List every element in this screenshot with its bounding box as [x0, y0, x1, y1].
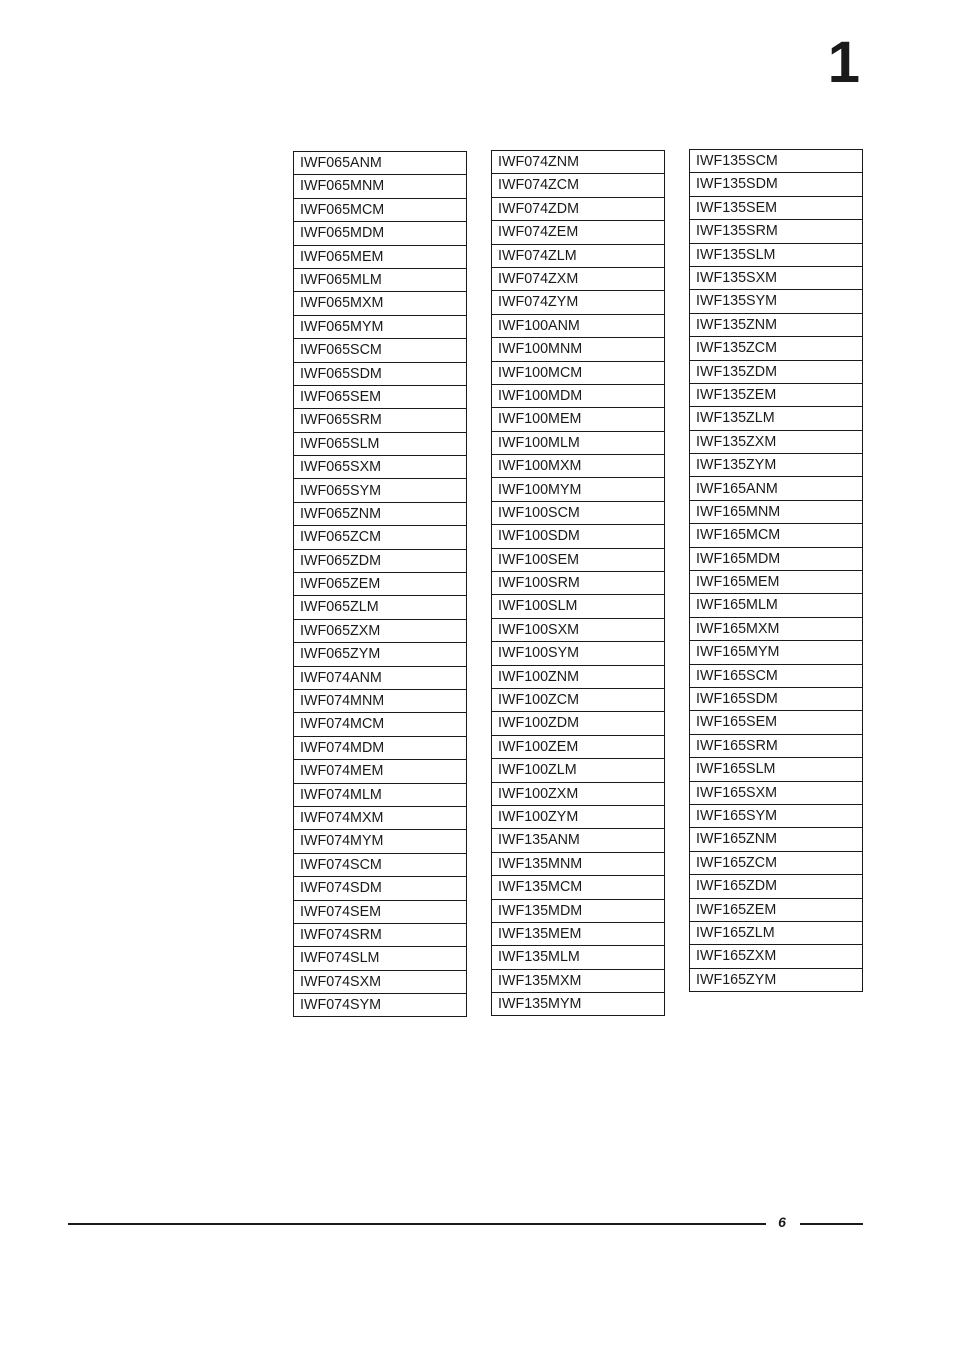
- table-row: [690, 290, 863, 313]
- model-code-cell: IWF074MDM: [294, 736, 467, 759]
- table-row: [492, 946, 665, 969]
- model-list-column-3: [689, 149, 863, 992]
- table-row: [492, 642, 665, 665]
- model-code-cell: IWF065MCM: [294, 198, 467, 221]
- table-row: [690, 945, 863, 968]
- table-row: [294, 385, 467, 408]
- table-row: [492, 876, 665, 899]
- table-row: [294, 853, 467, 876]
- model-code-cell: IWF165ZXM: [690, 945, 863, 968]
- table-row: [294, 666, 467, 689]
- table-row: [492, 174, 665, 197]
- model-code-cell: IWF074MLM: [294, 783, 467, 806]
- table-row: [690, 687, 863, 710]
- model-code-cell: IWF100SDM: [492, 525, 665, 548]
- model-code-cell: IWF065ANM: [294, 152, 467, 175]
- table-row: [294, 806, 467, 829]
- model-list-column-1: [293, 151, 467, 1017]
- model-code-cell: IWF135ANM: [492, 829, 665, 852]
- table-row: [690, 571, 863, 594]
- model-code-cell: IWF100ZEM: [492, 735, 665, 758]
- model-code-cell: IWF074ZXM: [492, 267, 665, 290]
- model-code-cell: IWF074MEM: [294, 760, 467, 783]
- model-code-cell: IWF165ZDM: [690, 875, 863, 898]
- table-row: [690, 851, 863, 874]
- model-code-cell: IWF165ANM: [690, 477, 863, 500]
- model-code-cell: IWF165SCM: [690, 664, 863, 687]
- model-code-cell: IWF100MDM: [492, 384, 665, 407]
- model-code-cell: IWF065SYM: [294, 479, 467, 502]
- model-code-cell: IWF074ZCM: [492, 174, 665, 197]
- table-row: [690, 477, 863, 500]
- model-code-cell: IWF165SRM: [690, 734, 863, 757]
- model-code-cell: IWF165ZYM: [690, 968, 863, 991]
- model-code-cell: IWF135ZLM: [690, 407, 863, 430]
- table-row: [294, 362, 467, 385]
- table-row: [492, 478, 665, 501]
- model-code-cell: IWF135SEM: [690, 196, 863, 219]
- table-row: [492, 759, 665, 782]
- table-row: [492, 899, 665, 922]
- table-row: [492, 384, 665, 407]
- table-row: [294, 526, 467, 549]
- table-row: [492, 221, 665, 244]
- model-code-cell: IWF065SRM: [294, 409, 467, 432]
- model-code-cell: IWF135MXM: [492, 969, 665, 992]
- model-code-cell: IWF065ZNM: [294, 502, 467, 525]
- table-row: [492, 338, 665, 361]
- model-code-cell: IWF165MXM: [690, 617, 863, 640]
- table-row: [690, 711, 863, 734]
- table-row: [690, 243, 863, 266]
- table-row: [690, 407, 863, 430]
- table-row: [690, 173, 863, 196]
- table-row: [294, 760, 467, 783]
- table-row: [294, 339, 467, 362]
- model-code-cell: IWF074SCM: [294, 853, 467, 876]
- table-row: [492, 852, 665, 875]
- table-row: [492, 431, 665, 454]
- model-code-cell: IWF074MCM: [294, 713, 467, 736]
- model-code-cell: IWF065SCM: [294, 339, 467, 362]
- table-row: [690, 758, 863, 781]
- page-number: 6: [778, 1214, 786, 1230]
- table-row: [294, 152, 467, 175]
- table-row: [690, 383, 863, 406]
- table-row: [294, 549, 467, 572]
- table-row: [690, 150, 863, 173]
- model-code-cell: IWF065ZYM: [294, 643, 467, 666]
- table-row: [492, 361, 665, 384]
- table-row: [690, 266, 863, 289]
- table-row: [294, 994, 467, 1017]
- table-row: [690, 968, 863, 991]
- model-code-cell: IWF100SLM: [492, 595, 665, 618]
- model-code-cell: IWF165ZLM: [690, 921, 863, 944]
- model-code-cell: IWF074ANM: [294, 666, 467, 689]
- table-row: [492, 314, 665, 337]
- model-code-cell: IWF100SYM: [492, 642, 665, 665]
- model-code-cell: IWF135SLM: [690, 243, 863, 266]
- table-row: [690, 617, 863, 640]
- table-row: [294, 175, 467, 198]
- table-row: [294, 409, 467, 432]
- model-code-cell: IWF065ZEM: [294, 573, 467, 596]
- model-code-cell: IWF135MYM: [492, 993, 665, 1016]
- model-code-cell: IWF074SEM: [294, 900, 467, 923]
- model-code-cell: IWF100ZNM: [492, 665, 665, 688]
- model-code-cell: IWF135ZEM: [690, 383, 863, 406]
- table-row: [690, 898, 863, 921]
- model-code-cell: IWF100MCM: [492, 361, 665, 384]
- model-code-cell: IWF135ZYM: [690, 454, 863, 477]
- table-row: [492, 618, 665, 641]
- model-code-cell: IWF065MEM: [294, 245, 467, 268]
- model-code-cell: IWF074SXM: [294, 970, 467, 993]
- table-row: [492, 688, 665, 711]
- table-row: [492, 291, 665, 314]
- model-code-cell: IWF065MLM: [294, 268, 467, 291]
- table-row: [690, 360, 863, 383]
- model-code-cell: IWF165SEM: [690, 711, 863, 734]
- table-row: [690, 828, 863, 851]
- model-code-cell: IWF065SDM: [294, 362, 467, 385]
- table-row: [492, 455, 665, 478]
- model-code-cell: IWF165ZNM: [690, 828, 863, 851]
- table-row: [294, 479, 467, 502]
- table-row: [294, 596, 467, 619]
- model-code-cell: IWF074MXM: [294, 806, 467, 829]
- chapter-number: 1: [827, 30, 860, 95]
- model-code-cell: IWF165SLM: [690, 758, 863, 781]
- model-code-cell: IWF100ANM: [492, 314, 665, 337]
- model-code-cell: IWF074ZYM: [492, 291, 665, 314]
- model-code-cell: IWF100MEM: [492, 408, 665, 431]
- model-list-column-2: [491, 150, 665, 1016]
- model-code-cell: IWF100MLM: [492, 431, 665, 454]
- table-row: [294, 573, 467, 596]
- model-code-cell: IWF135MNM: [492, 852, 665, 875]
- table-row: [294, 923, 467, 946]
- table-row: [294, 643, 467, 666]
- model-code-cell: IWF065MDM: [294, 222, 467, 245]
- table-row: [294, 456, 467, 479]
- model-code-cell: IWF135MEM: [492, 922, 665, 945]
- model-code-cell: IWF135SCM: [690, 150, 863, 173]
- model-code-cell: IWF074MNM: [294, 689, 467, 712]
- table-row: [294, 900, 467, 923]
- model-code-cell: IWF100ZDM: [492, 712, 665, 735]
- model-code-cell: IWF165SYM: [690, 804, 863, 827]
- table-row: [492, 525, 665, 548]
- table-row: [492, 993, 665, 1016]
- model-code-cell: IWF074ZEM: [492, 221, 665, 244]
- table-row: [294, 222, 467, 245]
- table-row: [492, 151, 665, 174]
- model-code-cell: IWF074SDM: [294, 877, 467, 900]
- model-code-cell: IWF074ZNM: [492, 151, 665, 174]
- model-code-cell: IWF135MLM: [492, 946, 665, 969]
- table-row: [690, 641, 863, 664]
- model-code-cell: IWF100ZYM: [492, 805, 665, 828]
- table-row: [492, 267, 665, 290]
- model-code-cell: IWF100SCM: [492, 501, 665, 524]
- model-code-cell: IWF100MNM: [492, 338, 665, 361]
- model-code-cell: IWF165SDM: [690, 687, 863, 710]
- model-code-cell: IWF100SRM: [492, 572, 665, 595]
- model-code-cell: IWF165MEM: [690, 571, 863, 594]
- model-code-cell: IWF065ZDM: [294, 549, 467, 572]
- table-row: [492, 782, 665, 805]
- table-row: [294, 877, 467, 900]
- table-row: [492, 501, 665, 524]
- model-code-cell: IWF065MXM: [294, 292, 467, 315]
- model-code-cell: IWF074SYM: [294, 994, 467, 1017]
- model-code-cell: IWF165MCM: [690, 524, 863, 547]
- model-code-cell: IWF065SXM: [294, 456, 467, 479]
- model-code-cell: IWF065MNM: [294, 175, 467, 198]
- table-row: [294, 689, 467, 712]
- model-code-cell: IWF165MNM: [690, 500, 863, 523]
- table-row: [690, 804, 863, 827]
- model-code-cell: IWF065MYM: [294, 315, 467, 338]
- model-code-cell: IWF065SLM: [294, 432, 467, 455]
- model-code-cell: IWF135ZDM: [690, 360, 863, 383]
- table-row: [294, 198, 467, 221]
- table-row: [492, 197, 665, 220]
- table-row: [492, 665, 665, 688]
- model-code-cell: IWF100MYM: [492, 478, 665, 501]
- table-row: [690, 734, 863, 757]
- table-row: [294, 619, 467, 642]
- model-code-cell: IWF165MYM: [690, 641, 863, 664]
- table-row: [492, 244, 665, 267]
- table-row: [690, 921, 863, 944]
- table-row: [294, 736, 467, 759]
- model-code-cell: IWF135ZCM: [690, 337, 863, 360]
- table-row: [294, 268, 467, 291]
- table-row: [294, 502, 467, 525]
- model-code-cell: IWF074MYM: [294, 830, 467, 853]
- table-row: [690, 781, 863, 804]
- table-row: [294, 970, 467, 993]
- model-code-cell: IWF165ZEM: [690, 898, 863, 921]
- table-row: [294, 783, 467, 806]
- table-row: [492, 922, 665, 945]
- table-row: [690, 220, 863, 243]
- table-row: [690, 664, 863, 687]
- table-row: [294, 830, 467, 853]
- table-row: [294, 432, 467, 455]
- table-row: [294, 713, 467, 736]
- model-code-cell: IWF165ZCM: [690, 851, 863, 874]
- model-code-cell: IWF135MCM: [492, 876, 665, 899]
- table-row: [690, 337, 863, 360]
- table-row: [492, 595, 665, 618]
- model-code-cell: IWF065ZCM: [294, 526, 467, 549]
- table-row: [690, 430, 863, 453]
- table-row: [690, 875, 863, 898]
- table-row: [294, 315, 467, 338]
- table-row: [690, 196, 863, 219]
- table-row: [492, 735, 665, 758]
- model-code-cell: IWF074ZDM: [492, 197, 665, 220]
- footer-rule-right: [800, 1223, 863, 1225]
- table-row: [492, 712, 665, 735]
- model-code-cell: IWF100ZCM: [492, 688, 665, 711]
- table-row: [690, 454, 863, 477]
- model-code-cell: IWF100SXM: [492, 618, 665, 641]
- model-code-cell: IWF100SEM: [492, 548, 665, 571]
- model-code-cell: IWF065SEM: [294, 385, 467, 408]
- model-code-cell: IWF074SRM: [294, 923, 467, 946]
- model-code-cell: IWF135SXM: [690, 266, 863, 289]
- table-row: [492, 969, 665, 992]
- footer-rule-left: [68, 1223, 766, 1225]
- model-code-cell: IWF135SRM: [690, 220, 863, 243]
- model-code-cell: IWF065ZLM: [294, 596, 467, 619]
- model-code-cell: IWF135ZXM: [690, 430, 863, 453]
- table-row: [690, 524, 863, 547]
- table-row: [294, 947, 467, 970]
- model-code-cell: IWF135SYM: [690, 290, 863, 313]
- table-row: [294, 292, 467, 315]
- table-row: [690, 500, 863, 523]
- model-code-cell: IWF100ZXM: [492, 782, 665, 805]
- table-row: [690, 594, 863, 617]
- model-code-cell: IWF074ZLM: [492, 244, 665, 267]
- model-code-cell: IWF165SXM: [690, 781, 863, 804]
- table-row: [492, 805, 665, 828]
- table-row: [492, 548, 665, 571]
- model-code-cell: IWF065ZXM: [294, 619, 467, 642]
- table-row: [492, 572, 665, 595]
- model-code-cell: IWF135MDM: [492, 899, 665, 922]
- model-code-cell: IWF100MXM: [492, 455, 665, 478]
- model-code-cell: IWF165MDM: [690, 547, 863, 570]
- table-row: [492, 408, 665, 431]
- model-code-cell: IWF074SLM: [294, 947, 467, 970]
- table-row: [294, 245, 467, 268]
- table-row: [690, 547, 863, 570]
- table-row: [690, 313, 863, 336]
- model-code-cell: IWF135ZNM: [690, 313, 863, 336]
- model-code-cell: IWF135SDM: [690, 173, 863, 196]
- model-code-cell: IWF100ZLM: [492, 759, 665, 782]
- model-code-cell: IWF165MLM: [690, 594, 863, 617]
- table-row: [492, 829, 665, 852]
